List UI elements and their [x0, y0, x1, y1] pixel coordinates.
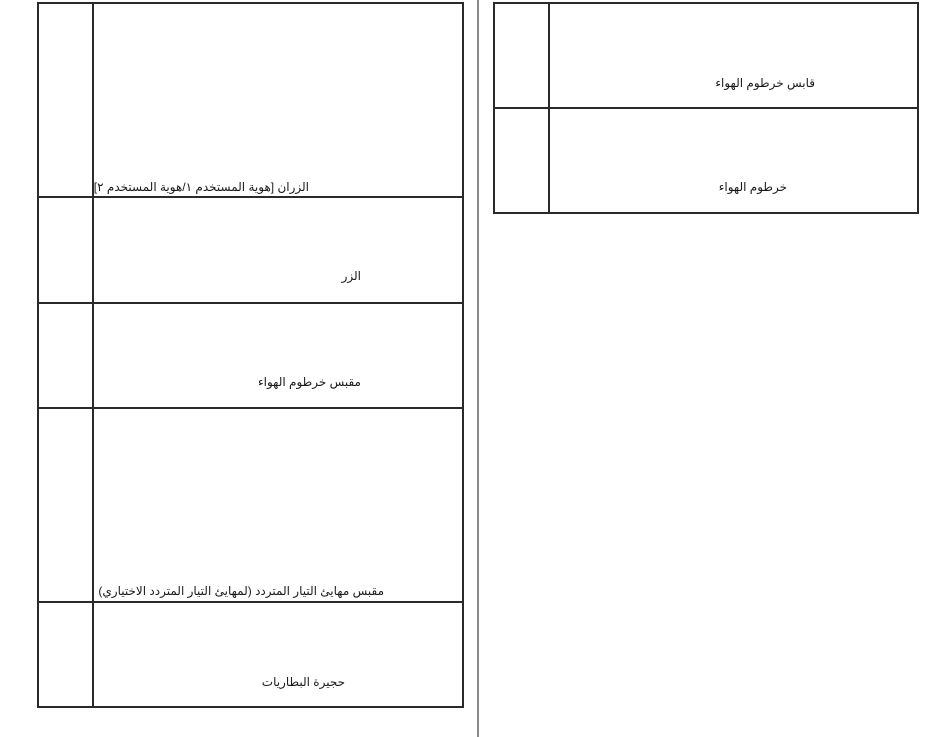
part-label: مقبس خرطوم الهواء — [257, 375, 361, 389]
table-row — [39, 409, 462, 603]
row-number-cell — [495, 4, 550, 107]
row-number-cell — [39, 198, 94, 302]
table-row — [39, 198, 462, 304]
part-label: خرطوم الهواء — [718, 180, 787, 194]
row-number-cell — [495, 109, 550, 212]
row-number-cell — [39, 409, 94, 601]
row-number-cell — [39, 4, 94, 196]
table-row — [39, 304, 462, 409]
table-row — [495, 4, 917, 109]
left-parts-table — [37, 2, 464, 708]
table-row — [39, 603, 462, 706]
part-label: الزر — [341, 269, 361, 283]
table-row — [495, 109, 917, 212]
part-label: قابس خرطوم الهواء — [715, 76, 815, 90]
part-label: حجيرة البطاريات — [261, 675, 345, 689]
part-label: الزران [هوية المستخدم ١/هوية المستخدم ٢] — [93, 180, 309, 194]
table-row — [39, 4, 462, 198]
part-label: مقبس مهايئ التيار المتردد (لمهايئ التيار المتردد الاختياري) — [98, 584, 384, 598]
column-divider — [477, 0, 479, 737]
row-number-cell — [39, 304, 94, 407]
row-number-cell — [39, 603, 94, 706]
right-parts-table — [493, 2, 919, 214]
